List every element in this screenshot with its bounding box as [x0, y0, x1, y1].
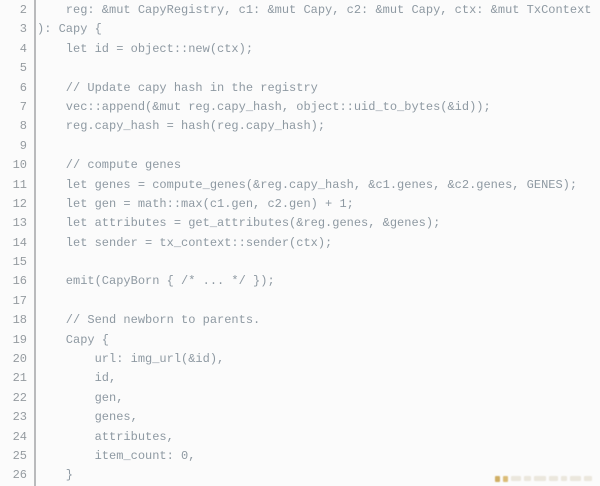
- line-number: 13: [12, 216, 27, 231]
- line-number: 2: [19, 3, 27, 17]
- line-number: 26: [12, 468, 27, 483]
- code-text: genes,: [37, 410, 138, 425]
- line-number: 20: [12, 352, 27, 367]
- line-number: 18: [12, 313, 27, 328]
- code-text: item_count: 0,: [37, 448, 196, 463]
- code-text: gen,: [37, 390, 124, 405]
- code-line: [0, 176, 600, 195]
- line-number: 21: [12, 371, 27, 386]
- code-line: [0, 428, 600, 447]
- code-text: Capy {: [37, 332, 110, 347]
- code-text: vec::append(&mut reg.capy_hash, object::uid_to_bytes(&id));: [37, 99, 491, 114]
- line-number: 5: [19, 61, 27, 76]
- code-text: id,: [37, 371, 117, 386]
- code-line: [0, 79, 600, 98]
- code-text: reg: &mut CapyRegistry, c1: &mut Capy, c2: &mut Capy, ctx: &mut TxContext: [37, 3, 592, 17]
- line-number: 6: [19, 80, 27, 95]
- code-text: reg.capy_hash = hash(reg.capy_hash);: [37, 119, 326, 134]
- code-text: let attributes = get_attributes(&reg.genes, &genes);: [37, 216, 441, 231]
- code-text: attributes,: [37, 429, 174, 444]
- line-number: 7: [19, 99, 27, 114]
- code-line: [0, 311, 600, 330]
- code-text: [27, 59, 600, 78]
- watermark-bar: [511, 476, 521, 481]
- line-number: 22: [12, 390, 27, 405]
- code-text: let genes = compute_genes(&reg.capy_hash, &c1.genes, &c2.genes, GENES);: [37, 177, 578, 192]
- watermark-bar: [534, 476, 546, 481]
- line-number: 16: [12, 274, 27, 289]
- code-text: emit(CapyBorn { /* ... */ });: [37, 274, 275, 289]
- code-line: [0, 195, 600, 214]
- code-text: // Send newborn to parents.: [37, 313, 261, 328]
- line-number: 9: [19, 138, 27, 153]
- watermark-logo-icon: [503, 476, 508, 482]
- line-number: 19: [12, 332, 27, 347]
- watermark-bar: [524, 476, 531, 481]
- code-area: [0, 1, 600, 486]
- code-line: [0, 369, 600, 388]
- code-line: [0, 156, 600, 175]
- watermark-bar: [561, 476, 567, 481]
- watermark-text-blur: [511, 476, 592, 481]
- code-line: [0, 350, 600, 369]
- watermark-bar: [549, 476, 558, 481]
- watermark-bar: [584, 476, 592, 481]
- line-number: 14: [12, 235, 27, 250]
- code-line: [0, 214, 600, 233]
- watermark: [495, 473, 592, 484]
- code-text: ): Capy {: [37, 22, 102, 37]
- line-number: 4: [19, 41, 27, 56]
- line-number: 17: [12, 293, 27, 308]
- line-number: 3: [19, 22, 27, 37]
- code-line: [0, 234, 600, 253]
- watermark-logo-icon: [495, 476, 500, 482]
- code-text: [27, 137, 600, 156]
- code-line: [0, 20, 600, 39]
- line-number: 12: [12, 196, 27, 211]
- line-number: 8: [19, 119, 27, 134]
- line-number: 25: [12, 448, 27, 463]
- code-line: [0, 331, 600, 350]
- code-text: url: img_url(&id),: [37, 352, 225, 367]
- line-number: 24: [12, 429, 27, 444]
- line-number: 11: [12, 177, 27, 192]
- code-line: [0, 272, 600, 291]
- code-text: [27, 253, 600, 272]
- code-line: [0, 253, 600, 272]
- code-line: [0, 389, 600, 408]
- code-text: [27, 292, 600, 311]
- code-line: [0, 447, 600, 466]
- code-text: }: [37, 468, 74, 483]
- code-text: // compute genes: [37, 158, 182, 173]
- code-line: [0, 98, 600, 117]
- code-text: let sender = tx_context::sender(ctx);: [37, 235, 333, 250]
- watermark-bar: [570, 476, 581, 481]
- line-number: 10: [12, 158, 27, 173]
- line-number: 15: [12, 255, 27, 270]
- code-line: [0, 137, 600, 156]
- code-line: [0, 408, 600, 427]
- code-text: let gen = math::max(c1.gen, c2.gen) + 1;: [37, 196, 354, 211]
- code-line: [0, 117, 600, 136]
- code-text: let id = object::new(ctx);: [37, 41, 254, 56]
- code-line: [0, 1, 600, 20]
- code-line: [0, 59, 600, 78]
- code-text: // Update capy hash in the registry: [37, 80, 318, 95]
- line-number: 23: [12, 410, 27, 425]
- code-line: [0, 40, 600, 59]
- code-line: [0, 292, 600, 311]
